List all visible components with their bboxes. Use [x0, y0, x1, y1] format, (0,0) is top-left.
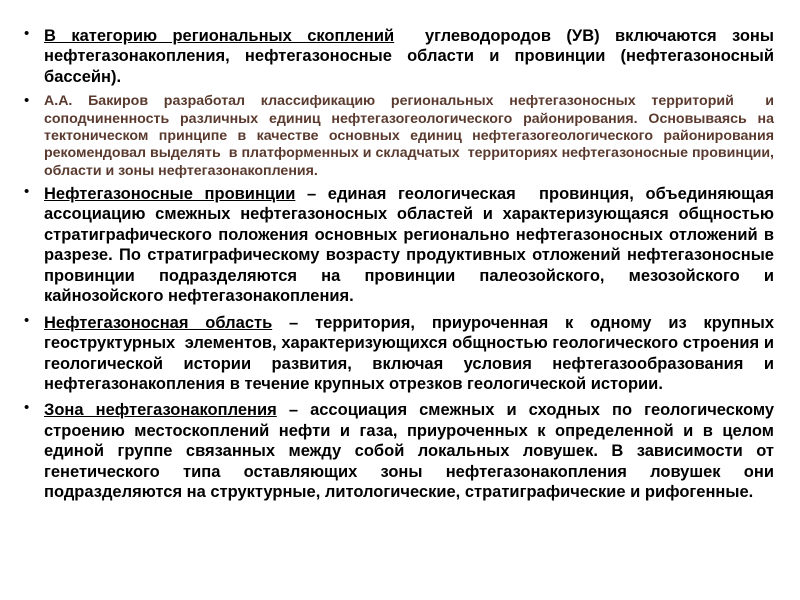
list-item	[18, 93, 778, 180]
bullet-body: – территория, приуроченная к одному из крупных геоструктурных элементов, характеризующихся общностью геологического строения и геологической истории развития, включая условия нефтегазообразования и нефтегазонакопления в течение крупных отрезков геологической истории.	[44, 313, 779, 393]
bullet-body: – ассоциация смежных и сходных по геологическому строению местоскоплений нефти и газа, приуроченных к определенной и в целом единой группе связанных между собой локальных ловушек. В зависимости от генетического типа оставляющих зоны нефтегазонакопления ловушек они подразделяются на структурные, литологические, стратиграфические и рифогенные.	[44, 401, 784, 502]
bullet-text	[44, 26, 779, 87]
bullet-lead-term: Зона нефтегазонакопления	[44, 401, 277, 420]
bullet-body: углеводородов (УВ) включаются зоны нефтегазонакопления, нефтегазоносные области и провинции (нефтегазоносный бассейн).	[44, 27, 779, 86]
bullet-lead-term: Нефтегазоносная область	[44, 313, 273, 332]
bullet-text-secondary	[44, 93, 778, 180]
bullet-list	[18, 26, 784, 503]
bullet-lead-term: Нефтегазоносные провинции	[44, 184, 296, 203]
list-item	[18, 313, 779, 395]
bullet-text	[44, 400, 784, 502]
list-item	[18, 26, 779, 87]
bullet-lead-term: В категорию региональных скоплений	[44, 27, 395, 45]
bullet-text	[44, 313, 779, 395]
list-item	[18, 184, 779, 307]
bullet-body: А.А. Бакиров разработал классификацию региональных нефтегазоносных территорий и соподчиненность различных единиц нефтегазогеологического районирования. Основываясь на тектоническом принципе в качестве основных единиц нефтегазогеологического районирования рекомендовал выделять в платформенных и складчатых территориях нефтегазоносные провинции, области и зоны нефтегазонакопления.	[44, 93, 778, 179]
list-item	[18, 400, 784, 502]
bullet-body: – единая геологическая провинция, объединяющая ассоциацию смежных нефтегазоносных областей и характеризующаяся общностью стратиграфического положения основных регионально нефтегазоносных отложений в разрезе. По стратиграфическому возрасту продуктивных отложений нефтегазоносные провинции подразделяются на провинции палеозойского, мезозойского и кайнозойского нефтегазонакопления.	[44, 184, 779, 306]
bullet-text	[44, 184, 779, 307]
